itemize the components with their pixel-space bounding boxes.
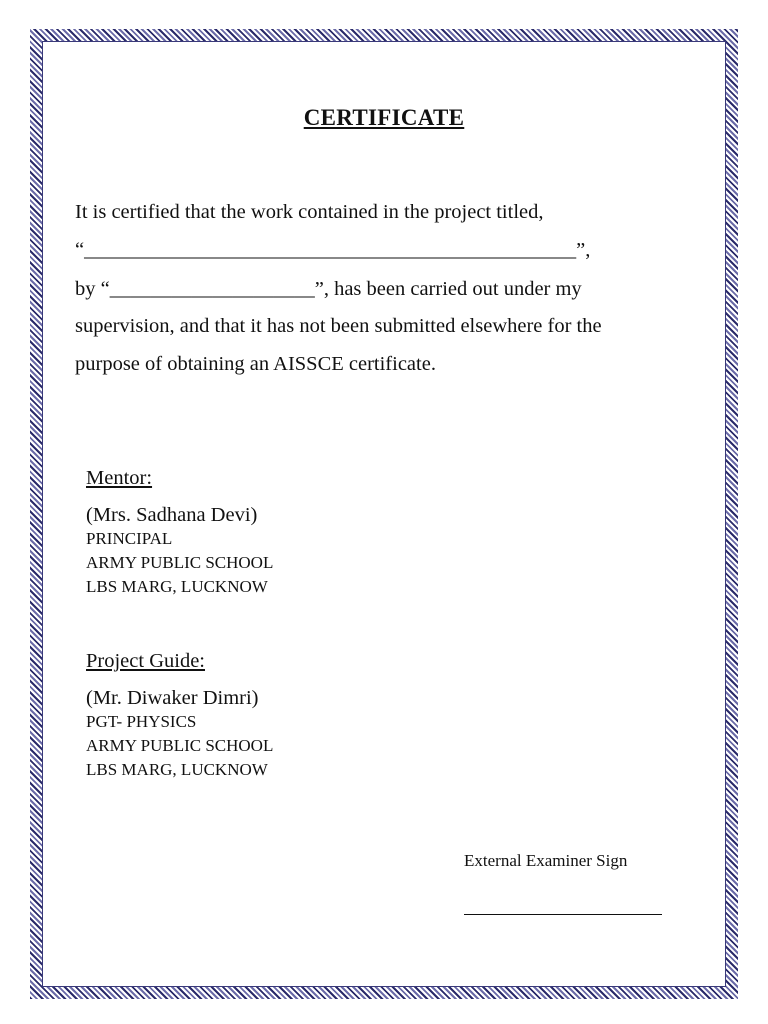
- statement-line-3: by “____________________”, has been carried out under my: [75, 278, 582, 300]
- mentor-block: [86, 467, 273, 599]
- mentor-school: ARMY PUBLIC SCHOOL: [86, 553, 274, 572]
- mentor-name: (Mrs. Sadhana Devi): [86, 504, 258, 526]
- certificate-title: CERTIFICATE: [303, 105, 465, 130]
- mentor-address: LBS MARG, LUCKNOW: [86, 577, 268, 596]
- statement-line-1: It is certified that the work contained in the project titled,: [75, 201, 544, 223]
- guide-block: [86, 650, 273, 782]
- statement-line-4: supervision, and that it has not been submitted elsewhere for the: [75, 315, 602, 337]
- guide-designation: PGT- PHYSICS: [86, 712, 197, 731]
- mentor-heading: Mentor:: [86, 467, 153, 489]
- examiner-signature-line: [464, 914, 662, 915]
- statement-line-2: “________________________________________________”,: [75, 239, 591, 261]
- statement-line-5: purpose of obtaining an AISSCE certificate.: [75, 353, 436, 375]
- guide-name: (Mr. Diwaker Dimri): [86, 687, 259, 709]
- guide-address: LBS MARG, LUCKNOW: [86, 760, 268, 779]
- guide-school: ARMY PUBLIC SCHOOL: [86, 736, 274, 755]
- examiner-label: External Examiner Sign: [464, 851, 628, 870]
- mentor-designation: PRINCIPAL: [86, 529, 173, 548]
- guide-heading: Project Guide:: [86, 650, 205, 672]
